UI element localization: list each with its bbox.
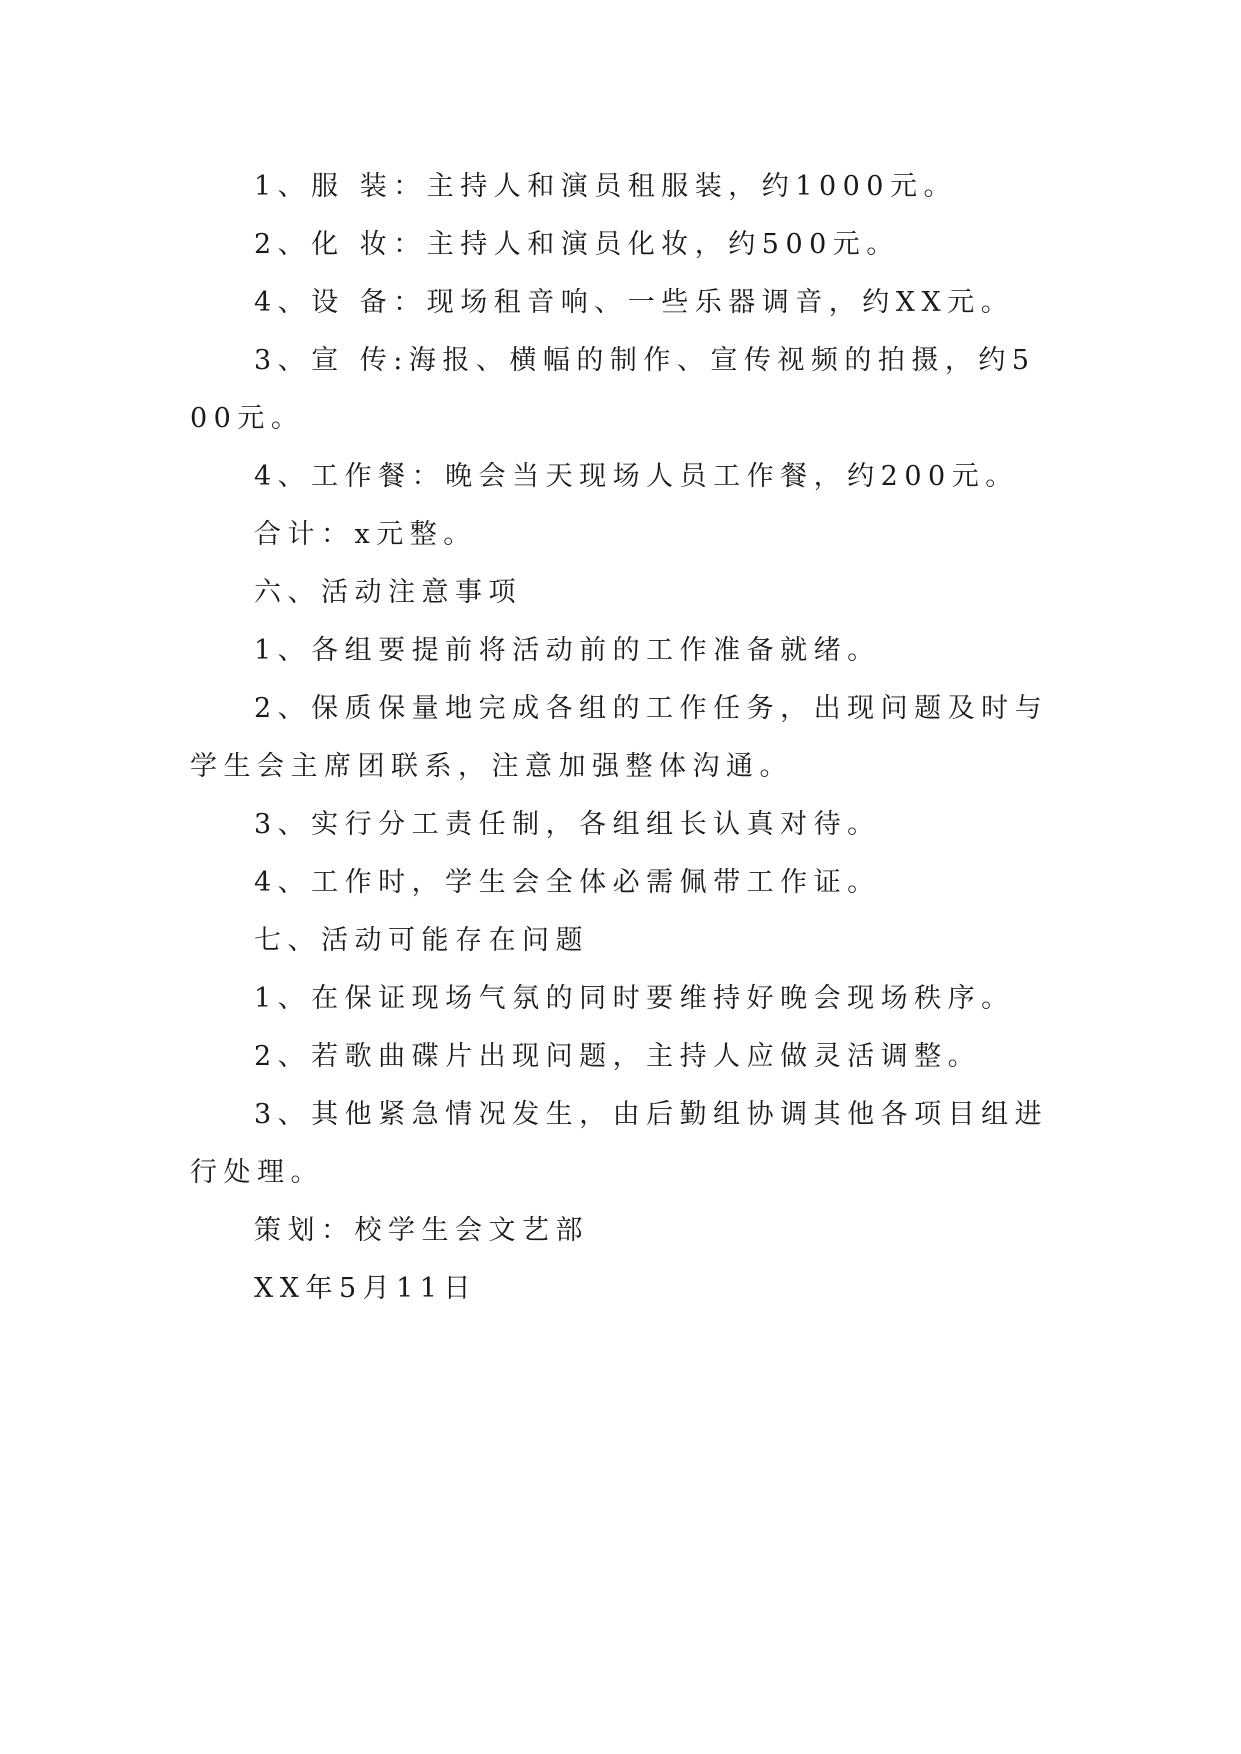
note-item: 3、实行分工责任制，各组组长认真对待。 [254, 809, 881, 840]
budget-item-equipment: 4、设 备：现场租音响、一些乐器调音，约XX元。 [254, 287, 1015, 318]
issue-item: 2、若歌曲碟片出现问题，主持人应做灵活调整。 [254, 1041, 982, 1072]
budget-item-meals: 4、工作餐：晚会当天现场人员工作餐，约200元。 [254, 461, 1019, 492]
section-heading-issues: 七、活动可能存在问题 [254, 925, 589, 956]
section-heading-notes: 六、活动注意事项 [254, 577, 522, 608]
document-date: XX年5月11日 [254, 1273, 477, 1304]
issue-item: 3、其他紧急情况发生，由后勤组协调其他各项目组进行处理。 [190, 1099, 1049, 1188]
budget-item-publicity: 3、宣 传:海报、横幅的制作、宣传视频的拍摄，约500元。 [190, 345, 1036, 434]
budget-item-makeup: 2、化 妆：主持人和演员化妆，约500元。 [254, 229, 900, 260]
budget-item-costume: 1、服 装：主持人和演员租服装，约1000元。 [254, 171, 957, 202]
note-item: 4、工作时，学生会全体必需佩带工作证。 [254, 867, 881, 898]
planner-signature: 策划：校学生会文艺部 [254, 1215, 589, 1246]
document-body [190, 158, 1050, 1318]
issue-item: 1、在保证现场气氛的同时要维持好晚会现场秩序。 [254, 983, 1015, 1014]
note-item: 1、各组要提前将活动前的工作准备就绪。 [254, 635, 881, 666]
budget-total: 合计：x元整。 [254, 519, 477, 550]
note-item: 2、保质保量地完成各组的工作任务，出现问题及时与学生会主席团联系，注意加强整体沟通。 [190, 693, 1049, 782]
